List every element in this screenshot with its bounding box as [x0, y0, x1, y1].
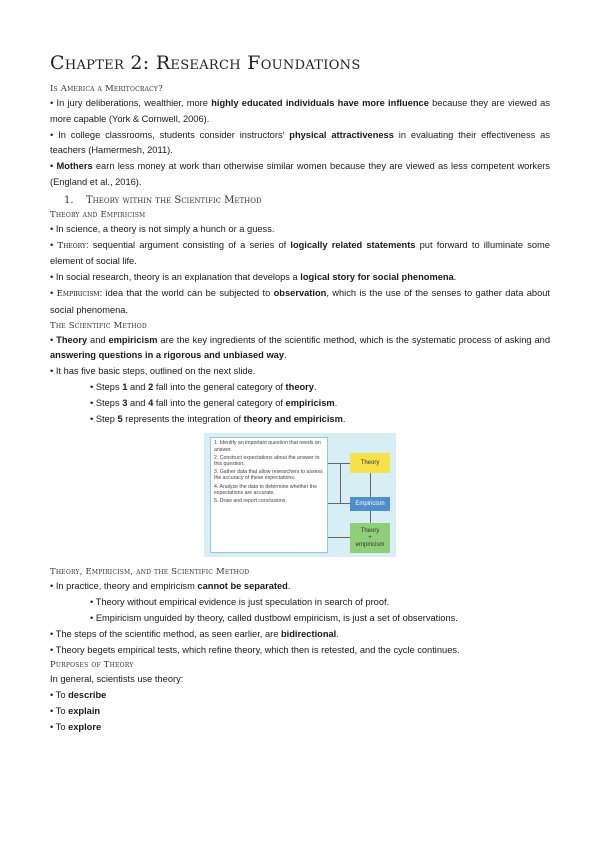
connector-line: [328, 537, 350, 538]
bullet-empiricism-def: • Empiricism: idea that the world can be subjected to observation, which is the use of the senses to gather data about social phenomena.: [50, 287, 551, 315]
theory-box: Theory: [350, 453, 390, 473]
bullet-bidirectional: • The steps of the scientific method, as seen earlier, are bidirectional.: [50, 628, 339, 639]
purpose-describe: • To describe: [50, 690, 107, 701]
arrow-line: [370, 473, 371, 497]
step-2: 2. Construct expectations about the answer to this question.: [214, 454, 320, 467]
document-page: [50, 52, 550, 736]
connector-line: [328, 463, 350, 464]
bullet-steps-empiricism: • Steps 3 and 4 fall into the general category of empiricism.: [90, 397, 338, 408]
bullet-theory-def: • Theory: sequential argument consisting of a series of logically related statements put forward to illuminate some element of social life.: [50, 239, 550, 267]
theory-empiricism-box: Theory + empiricism: [350, 523, 390, 553]
steps-list: [210, 437, 328, 553]
bullet-mothers: • Mothers earn less money at work than otherwise similar women because they are viewed as less competent workers (England et al., 2016).: [50, 161, 550, 187]
bullet-classrooms: • In college classrooms, students consider instructors' physical attractiveness in evaluating their effectiveness as teachers (Hamermesh, 2011).: [50, 129, 550, 156]
bullet-cycle: • Theory begets empirical tests, which refine theory, which then is retested, and the cycle continues.: [50, 644, 460, 655]
arrow-line: [370, 511, 371, 523]
bullet-hunch: • In science, a theory is not simply a hunch or a guess.: [50, 223, 275, 234]
bullet-steps-theory: • Steps 1 and 2 fall into the general category of theory.: [90, 381, 317, 392]
section-heading-theory: 1. Theory within the Scientific Method: [64, 194, 262, 206]
bullet-key-ingredients: • Theory and empiricism are the key ingredients of the scientific method, which is the systematic process of asking and answering questions in a rigorous and unbiased way.: [50, 334, 550, 361]
bullet-step-five: • Step 5 represents the integration of theory and empiricism.: [90, 413, 346, 424]
bullet-speculation: • Theory without empirical evidence is just speculation in search of proof.: [90, 597, 390, 608]
bullet-social-research: • In social research, theory is an explanation that develops a logical story for social phenomena.: [50, 272, 457, 283]
bullet-five-steps: • It has five basic steps, outlined on the next slide.: [50, 366, 256, 377]
subheading-scientific-method: The Scientific Method: [50, 320, 147, 331]
section-heading-meritocracy: Is America a Meritocracy?: [50, 84, 163, 94]
page-title: Chapter 2: Research Foundations: [50, 52, 361, 74]
section-heading-purposes: Purposes of Theory: [50, 660, 134, 671]
subheading-theory-empiricism: Theory and Empiricism: [50, 209, 146, 220]
bullet-dustbowl: • Empiricism unguided by theory, called dustbowl empiricism, is just a set of observations.: [90, 612, 458, 623]
purpose-explain: • To explain: [50, 705, 101, 716]
purposes-intro: In general, scientists use theory:: [50, 674, 184, 685]
step-3: 3. Gather data that allow researchers to assess the accuracy of these expectations.: [214, 469, 323, 482]
step-1: 1. Identify an important question that needs an answer.: [214, 440, 321, 453]
bullet-jury: • In jury deliberations, wealthier, more highly educated individuals have more influence because they are viewed as more capable (York & Cornwell, 2006).: [50, 98, 550, 124]
bullet-practice: • In practice, theory and empiricism cannot be separated.: [50, 581, 291, 592]
step-5: 5. Draw and report conclusions.: [214, 497, 287, 504]
connector-line: [328, 503, 350, 504]
section-heading-cannot-separate: Theory, Empiricism, and the Scientific Method: [50, 567, 250, 578]
purpose-explore: • To explore: [50, 721, 102, 732]
step-4: 4. Analyze the data to determine whether the expectations are accurate.: [214, 483, 317, 496]
scientific-method-figure: [204, 433, 396, 557]
empiricism-box: Empiricism: [350, 497, 390, 511]
connector-line: [340, 463, 341, 503]
